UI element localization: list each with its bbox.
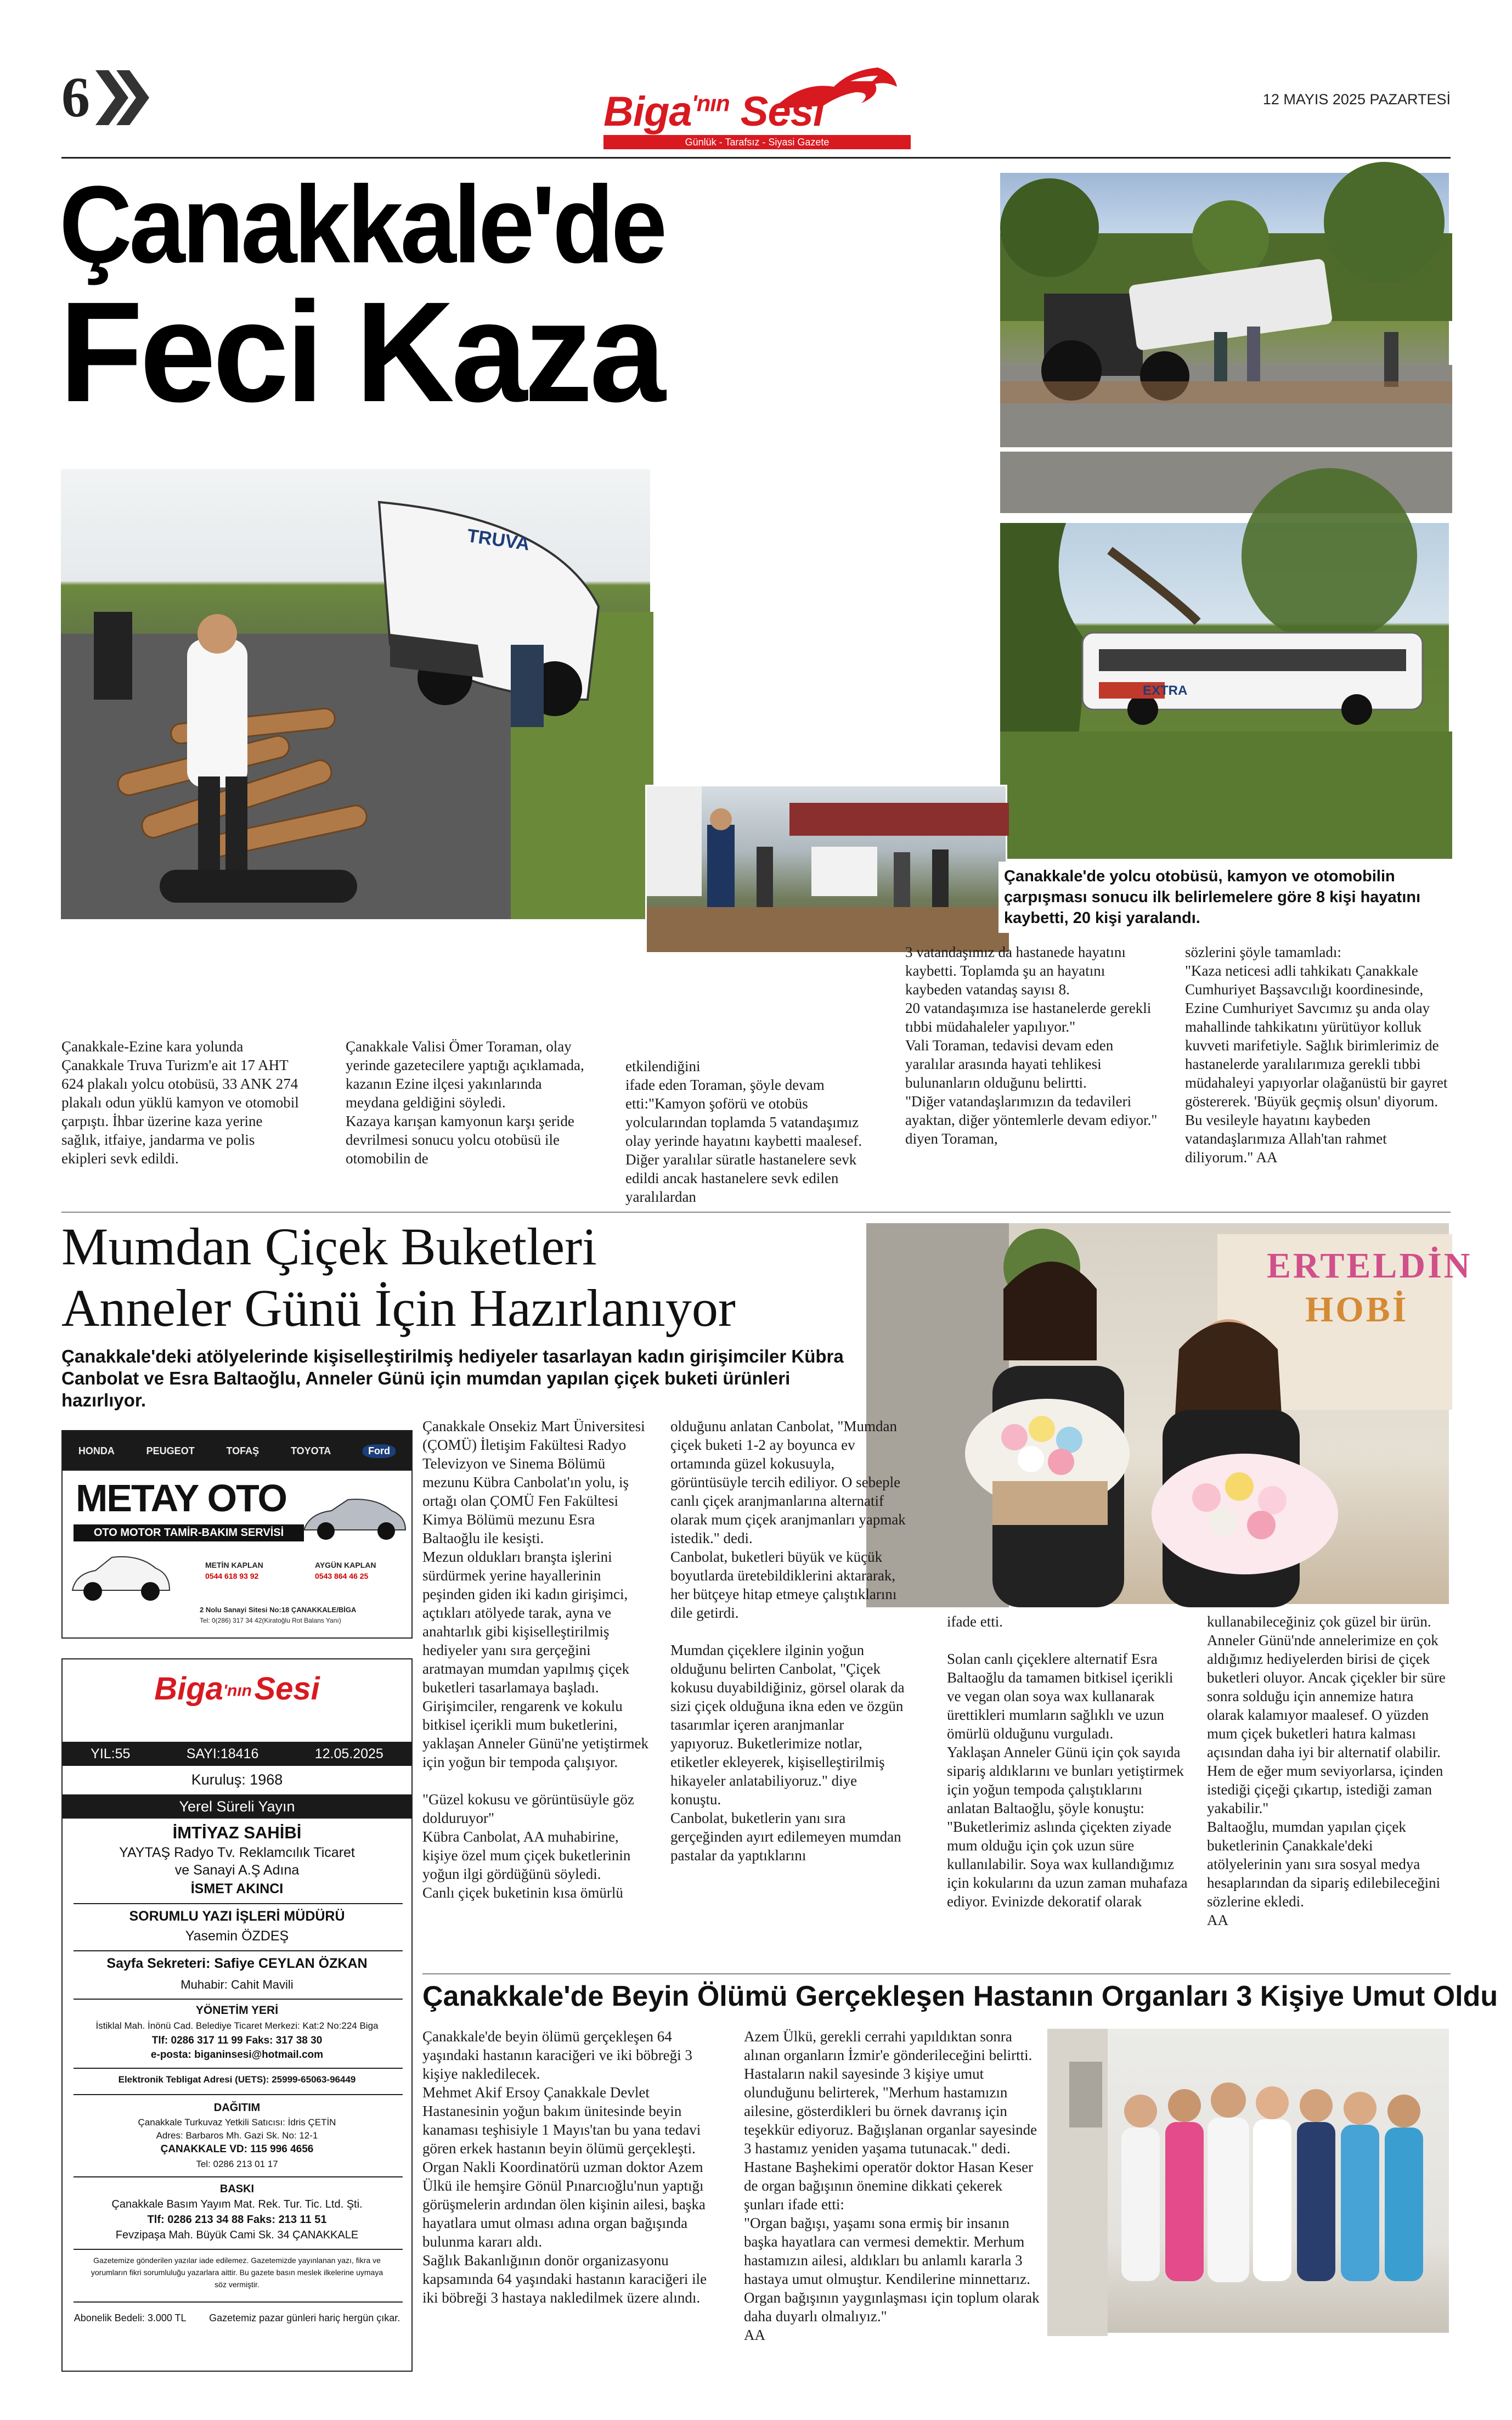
hospital-staff-icon xyxy=(1047,2029,1452,2336)
photo-bus-in-field xyxy=(998,521,1451,857)
story2-headline xyxy=(61,1216,862,1339)
story1-headline-line2: Feci Kaza xyxy=(59,273,663,432)
photo-excavator xyxy=(998,171,1451,511)
story1-headline-line1: Çanakkale'de xyxy=(59,164,664,286)
story2-col3: ifade etti. Solan canlı çiçeklere alternatif Esra Baltaoğlu da tamamen bitkisel içerikli ve vegan olan soya wax kullanarak ürettikleri mumların sağlıklı ve uzun ömürlü olduğunu vurguladı. Yaklaşan Anneler Günü için çok sayıda sipariş aldıklarını ve bunları yetiştirmek için yoğun tempoda çalıştıklarını anlatan Baltaoğlu, şöyle konuştu: "Buketlerimiz aslında çiçekten ziyade mum olduğu için çok uzun süre kullanılabilir. Soya wax kullandığımız için kokularını da uzun zaman muhafaza ediyor. Evinizde dekoratif olarak xyxy=(947,1613,1188,1910)
story2-col2: olduğunu anlatan Canbolat, "Mumdan çiçek buketi 1-2 ay boyunca ev ortamında güzel kokusuyla, görüntüsüyle tercih ediliyor. O sebeple canlı çiçek aranjmanlarına alternatif olarak mum çiçek aranjmanları yapmak istedik." dedi. Canbolat, buketleri büyük ve küçük boyutlarda üretebildiklerini aktararak, her bütçeye hitap etmeye çalıştıklarını dile getirdi. Mumdan çiçeklere ilginin yoğun olduğunu belirten Canbolat, "Çiçek kokusu duyabildiğiniz, görsel olarak da sizi çiçek olduğuna ikna eden ve özgün tasarımlar içeren aranjmanlar yapıyoruz. Buketlerimize notlar, etiketler ekleyerek, kişiselleştirilmiş hikayeler anlatabiliyoruz." diye konuştu. Canbolat, buketlerin yanı sıra gerçeğinden ayırt edilemeyen mumdan pastalar da yaptıklarını xyxy=(670,1418,906,1864)
ad-phone: Tel: 0(286) 317 34 42(Kiratoğlu Rot Balans Yanı) xyxy=(200,1617,341,1624)
imprint-date: 12.05.2025 xyxy=(314,1746,383,1761)
ad-contact2-name: AYGÜN KAPLAN xyxy=(315,1561,376,1569)
ad-brand-4: Ford xyxy=(363,1444,396,1458)
imprint-owner-company: YAYTAŞ Radyo Tv. Reklamcılık Ticaret ve Sanayi A.Ş Adına xyxy=(119,1845,355,1878)
imprint-sep-6 xyxy=(74,2176,403,2177)
masthead-name-1: Biga xyxy=(603,88,692,135)
story1-col4: 3 vatandaşımız da hastanede hayatını kaybetti. Toplamda şu an hayatını kaybeden vatandaş sayısı 8. 20 vatandaşımıza ise hastanelerde gerekli tıbbi müdahaleler yapılıyor." Vali Toraman, tedavisi devam eden yaralılar arasında hayati tehlikesi bulunanların olduğunu belirtti. "Diğer vatandaşlarımızın da tedavileri ayaktan, diğer yöntemlerle devam ediyor." diyen Toraman, xyxy=(905,944,1158,1147)
ad-brand-1: PEUGEOT xyxy=(146,1445,195,1456)
imprint-masthead-2: 'nın xyxy=(223,1681,252,1700)
imprint-footer xyxy=(63,2312,411,2324)
imprint-sep-8 xyxy=(74,2301,403,2303)
police-scene-icon xyxy=(647,786,1009,952)
imprint-masthead-3: Sesi xyxy=(254,1671,320,1707)
ad-brand-0: HONDA xyxy=(78,1445,115,1456)
imprint-office-address: İstiklal Mah. İnönü Cad. Belediye Ticaret Merkezi: Kat:2 No:224 Biga xyxy=(95,2021,379,2031)
story1-col1: Çanakkale-Ezine kara yolunda Çanakkale Truva Turizm'e ait 17 AHT 624 plakalı yolcu otobüsü, 33 ANK 274 plakalı odun yüklü kamyon ve otomobil çarpıştı. İhbar üzerine kaza yerine sağlık, itfaiye, jandarma ve polis ekipleri sevk edildi. xyxy=(61,1038,299,1167)
imprint-secretary: Sayfa Sekreteri: Safiye CEYLAN ÖZKAN xyxy=(106,1956,368,1971)
ad-title: METAY OTO xyxy=(76,1477,286,1519)
imprint-reporter: Muhabir: Cahit Mavili xyxy=(180,1978,294,1991)
photo-candle-bouquets xyxy=(865,1222,1472,1606)
story1-caption xyxy=(998,862,1451,933)
imprint-masthead xyxy=(63,1670,411,1707)
story2-divider xyxy=(422,1973,1451,1974)
story1-col3: etkilendiğini ifade eden Toraman, şöyle devam etti:"Kamyon şoförü ve otobüs yolcularından toplamda 5 vatandaşımız olay yerinde hayatını kaybetti maalesef. Diğer yaralılar süratle hastanelere sevk edildi ancak hastanelere sevk edilen yaralılardan xyxy=(625,1058,862,1205)
bus-brand-label: TRUVA xyxy=(465,525,531,555)
imprint-office-title: YÖNETİM YERİ xyxy=(195,2004,279,2017)
imprint-sep-2 xyxy=(74,1950,403,1951)
imprint-owner-name: İSMET AKINCI xyxy=(190,1881,284,1896)
header-date: 12 MAYIS 2025 PAZARTESİ xyxy=(1262,91,1451,108)
shop-sign-1: ERTELDİN xyxy=(1267,1246,1472,1286)
imprint-dist-line3: ÇANAKKALE VD: 115 996 4656 xyxy=(160,2143,314,2155)
masthead xyxy=(603,65,911,153)
imprint-uets: Elektronik Tebligat Adresi (UETS): 25999-65063-96449 xyxy=(118,2074,356,2085)
imprint-dist-line1: Çanakkale Turkuvaz Yetkili Satıcısı: İdris ÇETİN xyxy=(138,2117,336,2128)
story1-divider xyxy=(61,1212,1451,1213)
imprint-dist-line2: Adres: Barbaros Mh. Gazi Sk. No: 12-1 xyxy=(156,2130,318,2141)
imprint-masthead-1: Biga xyxy=(154,1671,223,1707)
car-white-icon xyxy=(68,1546,172,1607)
story1-col5: sözlerini şöyle tamamladı: "Kaza neticesi adli tahkikatı Çanakkale Cumhuriyet Başsavcılığı koordinesinde, Ezine Cumhuriyet Savcımız şu anda olay mahallinde tahkikatını yürütüyor kolluk kuvveti marifetiyle. Sağlık birimlerimiz de hastanelerde yaralılarımıza gerekli tıbbi müdahaleyi yapıyorlar olağanüstü bir gayret göstererek. 'Büyük geçmiş olsun' diyorum. Bu vesileyle hayatını kaybeden vatandaşlarımıza Allah'tan rahmet diliyorum." AA xyxy=(1185,944,1448,1166)
imprint-print-line1: Çanakkale Basım Yayım Mat. Rek. Tur. Tic. Ltd. Şti. xyxy=(111,2198,363,2210)
imprint-year: YIL:55 xyxy=(91,1746,131,1761)
imprint-sep-1 xyxy=(74,1903,403,1904)
imprint-editor-title: SORUMLU YAZI İŞLERİ MÜDÜRÜ xyxy=(129,1909,345,1924)
photo-crash-scene xyxy=(59,468,652,918)
bus-brand2-label: EXTRA xyxy=(1143,683,1188,698)
imprint-type: Yerel Süreli Yayın xyxy=(63,1794,411,1819)
story2-headline-line1: Mumdan Çiçek Buketleri xyxy=(61,1217,597,1276)
imprint-no-print: Gazetemiz pazar günleri hariç hergün çıkar. xyxy=(209,2312,400,2323)
imprint-editor-name: Yasemin ÖZDEŞ xyxy=(185,1928,289,1944)
imprint-subscription: Abonelik Bedeli: 3.000 TL xyxy=(74,2312,187,2323)
story1-caption-text: Çanakkale'de yolcu otobüsü, kamyon ve otomobilin çarpışması sonucu ilk belirlemelere göre 8 kişi hayatını kaybetti, 20 kişi yaralandı. xyxy=(1004,868,1421,927)
imprint-print-line2: Tlf: 0286 213 34 88 Faks: 213 11 51 xyxy=(147,2214,327,2226)
header-divider xyxy=(61,157,1451,159)
photo-hospital-staff xyxy=(1046,2027,1451,2334)
imprint-print-line3: Fevzipaşa Mah. Büyük Cami Sk. 34 ÇANAKKALE xyxy=(115,2229,359,2241)
story1-col2: Çanakkale Valisi Ömer Toraman, olay yerinde gazetecilere yaptığı açıklamada, kazanın Ezine ilçesi yakınlarında meydana geldiğini söyledi. Kazaya karışan kamyonun karşı şeride devrilmesi sonucu yolcu otobüsü ile otomobilin de xyxy=(346,1038,584,1167)
masthead-name-3: Sesi xyxy=(740,88,825,135)
story3-headline: Çanakkale'de Beyin Ölümü Gerçekleşen Hastanın Organları 3 Kişiye Umut Oldu xyxy=(422,1980,1498,2012)
car-icon xyxy=(298,1492,408,1546)
imprint-dist-title: DAĞITIM xyxy=(213,2102,261,2114)
bus-field-scene-icon xyxy=(1000,523,1452,859)
ad-subtitle: OTO MOTOR TAMİR-BAKIM SERVİSİ xyxy=(74,1524,304,1541)
excavator-scene-icon xyxy=(1000,173,1452,513)
story2-deck: Çanakkale'deki atölyelerinde kişiselleştirilmiş hediyeler tasarlayan kadın girişimciler Kübra Canbolat ve Esra Baltaoğlu, Anneler Günü için mumdan yapılan çiçek buketi ürünleri hazırlıyor. xyxy=(61,1346,844,1410)
photo-police-scene xyxy=(645,785,1007,950)
imprint-print-title: BASKI xyxy=(219,2183,255,2195)
story3-col1: Çanakkale'de beyin ölümü gerçekleşen 64 yaşındaki hastanın karaciğeri ve iki böbreği 3 kişiye nakledilecek. Mehmet Akif Ersoy Çanakkale Devlet Hastanesinin yoğun bakım ünitesinde beyin kanaması teşhisiyle 1 Mayıs'tan bu yana tedavi gören erkek hastanın beyin ölümü gerçekleşti. Organ Nakli Koordinatörü uzman doktor Azem Ülkü ile hemşire Gönül Pınarcıoğlu'nun yaptığı görüşmelerin ardından ölen kişinin ailesi, başka hayatlara umut olması adına organ bağışında bulunma kararı aldı. Sağlık Bakanlığının donör organizasyonu kapsamında 64 yaşındaki hastanın karaciğeri ile iki böbreği 3 hastaya nakledilmek üzere alındı. xyxy=(422,2028,707,2306)
page-number xyxy=(61,68,155,128)
masthead-tagline-text: Günlük - Tarafsız - Siyasi Gazete xyxy=(685,137,830,148)
imprint-sep-7 xyxy=(74,2249,403,2250)
imprint-issue: SAYI:18416 xyxy=(186,1746,259,1761)
story2-col4: kullanabileceğiniz çok güzel bir ürün. Anneler Günü'nde annelerimize en çok aldığımız hediyelerden birisi de çiçek buketleri oluyor. Ancak çiçekler bir süre sonra solduğu için annemize hatıra olarak kalamıyor maalesef. O yüzden mum çiçek buketleri hatıra kalması açısından daha iyi bir alternatif olabilir. Hem de eğer mum seviyorlarsa, içinden istediği çiçeği çıkartıp, istediği zaman yakabilir." Baltaoğlu, mumdan yapılan çiçek buketlerinin Çanakkale'deki atölyelerinin yanı sıra sosyal medya hesaplarından da sipariş edilebileceğini sözlerine ekledi. AA xyxy=(1207,1613,1446,1928)
imprint-office-email: e-posta: biganinsesi@hotmail.com xyxy=(150,2049,324,2061)
masthead-tagline xyxy=(603,135,911,149)
ad-metay-oto[interactable] xyxy=(61,1430,413,1639)
ad-brand-3: TOYOTA xyxy=(290,1445,331,1456)
ad-contact1-name: METİN KAPLAN xyxy=(205,1561,263,1569)
imprint-disclaimer: Gazetemize gönderilen yazılar iade edilemez. Gazetemizde yayınlanan yazı, fikra ve yorumların fikri sorumluluğu yazarlara aittir. Bu gazete basın meslek ilkelerine uymaya söz vermiştir. xyxy=(91,2256,383,2289)
ad-brand-2: TOFAŞ xyxy=(226,1445,259,1456)
imprint-sep-5 xyxy=(74,2094,403,2095)
crash-scene-icon xyxy=(61,469,653,919)
imprint-info-bar xyxy=(63,1742,411,1766)
imprint-office-phone: Tlf: 0286 317 11 99 Faks: 317 38 30 xyxy=(151,2035,323,2046)
imprint-founded: Kuruluş: 1968 xyxy=(191,1771,283,1788)
imprint-dist-line4: Tel: 0286 213 01 17 xyxy=(196,2159,278,2169)
story2-col1: Çanakkale Onsekiz Mart Üniversitesi (ÇOMÜ) İletişim Fakültesi Radyo Televizyon ve Sinema Bölümü mezunu Kübra Canbolat'ın yolu, iş ortağı olan ÇOMÜ Fen Fakültesi Kimya Bölümü mezunu Esra Baltaoğlu ile kesişti. Mezun oldukları branşta işlerini sürdürmek yerine hayallerinin peşinden giden iki kadın girişimci, açtıkları atölyede tarak, ayna ve anahtarlık gibi kişiselleştirilmiş hediyeler yanı sıra gerçeğini aratmayan mumdan yapılmış çiçek buketleri tasarlamaya başladı. Girişimciler, rengarenk ve kokulu bitkisel içerikli mum buketlerini, yaklaşan Anneler Günü'ne yetiştirmek için yoğun bir tempoda çalışıyor. "Güzel kokusu ve görüntüsüyle göz dolduruyor" Kübra Canbolat, AA muhabirine, kişiye özel mum çiçek buketlerinin yoğun ilgi gördüğünü söyledi. Canlı çiçek buketinin kısa ömürlü xyxy=(422,1418,649,1901)
imprint-box xyxy=(61,1658,413,2372)
ad-contact2-phone: 0543 864 46 25 xyxy=(315,1572,369,1580)
double-chevron-icon xyxy=(94,70,155,125)
imprint-owner-title: İMTİYAZ SAHİBİ xyxy=(172,1823,302,1842)
masthead-name-2: 'nın xyxy=(691,90,730,116)
ad-address: 2 Nolu Sanayi Sitesi No:18 ÇANAKKALE/BİGA xyxy=(200,1606,357,1614)
shop-sign-2: HOBİ xyxy=(1305,1290,1409,1330)
page-number-label: 6 xyxy=(61,66,90,129)
ad-contact1-phone: 0544 618 93 92 xyxy=(205,1572,259,1580)
imprint-sep-3 xyxy=(74,1999,403,2000)
story3-col2: Azem Ülkü, gerekli cerrahi yapıldıktan sonra alınan organların İzmir'e gönderileceğini belirtti. Hastaların nakil sayesinde 3 kişiye umut olunduğunu belirterek, "Merhum hastamızın ailesine, gösterdikleri bu örnek davranış için teşekkür ediyoruz. Bağışlanan organlar sayesinde 3 hastamız yeniden yaşama tutunacak." dedi. Hastane Başhekimi operatör doktor Hasan Keser de organ bağışının önemine dikkati çekerek şunları ifade etti: "Organ bağışı, yaşamı sona ermiş bir insanın başka hayatlara can vermesi demektir. Merhum hastamızın ailesi, aldıkları bu anlamlı kararla 3 hastaya umut olmuştur. Kendilerine minnettarız. Organ bağışının yaygınlaşması için toplum olarak daha duyarlı olmalıyız." AA xyxy=(744,2028,1040,2343)
story1-headline xyxy=(59,164,992,432)
story2-headline-line2: Anneler Günü İçin Hazırlanıyor xyxy=(61,1279,736,1337)
imprint-sep-4 xyxy=(74,2068,403,2069)
